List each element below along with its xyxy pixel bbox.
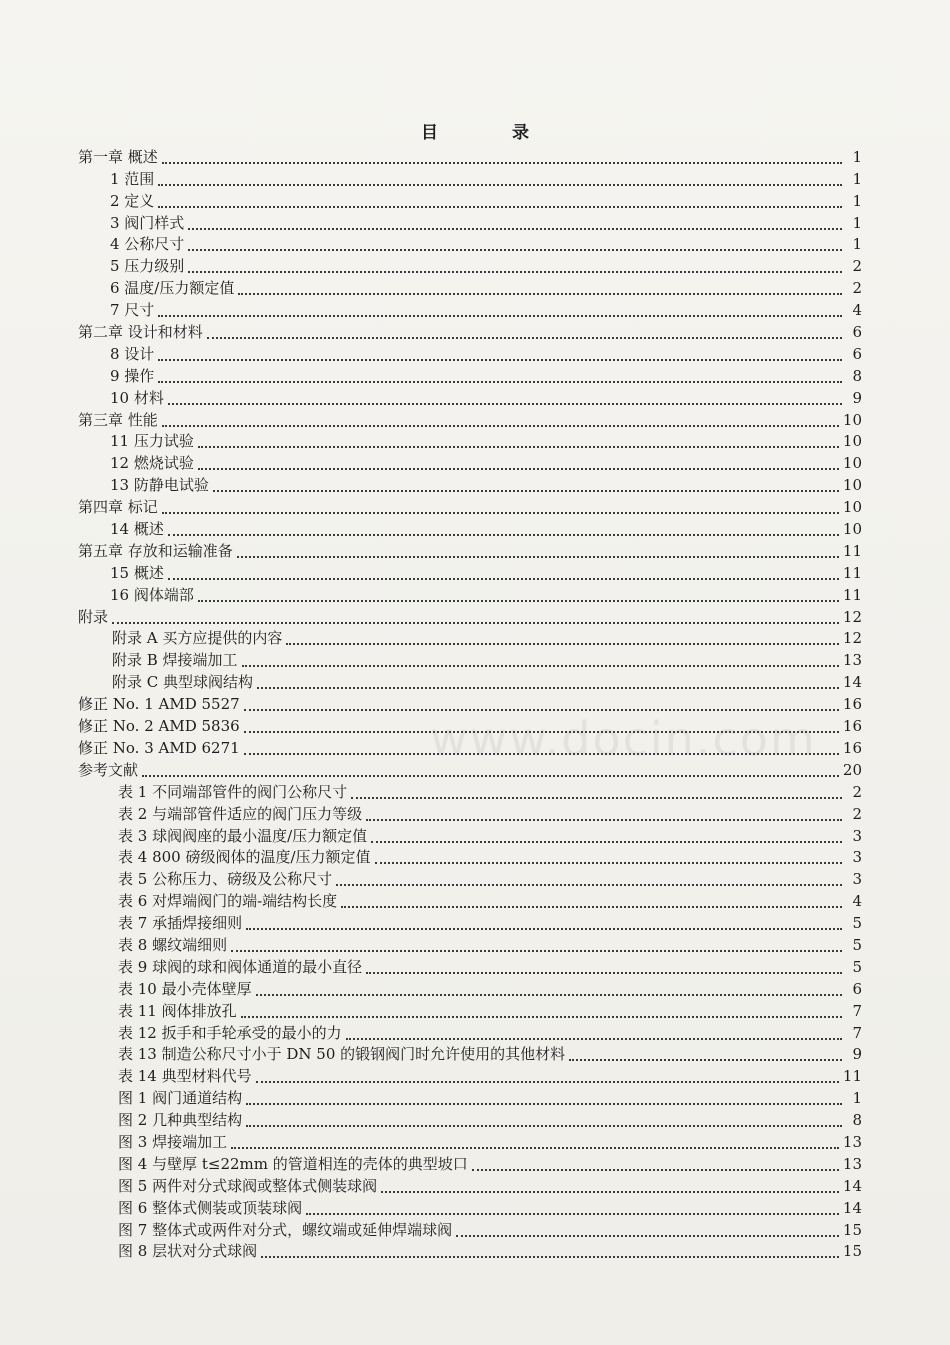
- dot-leader: [168, 387, 842, 405]
- toc-entry-label: 9 操作: [110, 366, 155, 385]
- toc-entry-page: 11: [842, 563, 862, 582]
- dot-leader: [142, 759, 839, 777]
- toc-entry: [78, 845, 862, 867]
- toc-entry-page: 4: [852, 301, 862, 320]
- toc-entry-page: 1: [852, 191, 862, 210]
- dot-leader: [351, 781, 842, 799]
- toc-entry-label: 3 阀门样式: [110, 213, 185, 232]
- toc-entry-page: 12: [842, 607, 862, 626]
- toc-entry-page: 14: [842, 673, 862, 692]
- toc-entry-page: 11: [842, 1067, 862, 1086]
- dot-leader: [198, 584, 839, 602]
- toc-entry-label: 附录: [78, 607, 109, 626]
- toc-entry: [78, 1042, 862, 1064]
- dot-leader: [256, 1065, 839, 1083]
- toc-entry: [78, 604, 862, 626]
- toc-entry-page: 10: [842, 476, 862, 495]
- toc-entry: [78, 647, 862, 669]
- toc-entry: [78, 1239, 862, 1261]
- toc-entry-label: 图 8 层状对分式球阀: [118, 1242, 258, 1261]
- toc-entry: [78, 429, 862, 451]
- toc-entry-label: 第一章 概述: [78, 147, 158, 166]
- dot-leader: [207, 321, 842, 339]
- toc-entry-page: 1: [852, 1089, 862, 1108]
- toc-entry: [78, 166, 862, 188]
- toc-entry-label: 8 设计: [110, 344, 155, 363]
- toc-entry-page: 13: [842, 1154, 862, 1173]
- toc-entry-page: 16: [842, 695, 862, 714]
- toc-entry-page: 5: [852, 935, 862, 954]
- toc-entry: [78, 253, 862, 275]
- toc-entry-label: 图 7 整体式或两件对分式，螺纹端或延伸焊端球阀: [118, 1220, 453, 1239]
- toc-entry-page: 10: [842, 498, 862, 517]
- dot-leader: [257, 671, 839, 689]
- toc-entry: [78, 932, 862, 954]
- toc-entry-page: 16: [842, 717, 862, 736]
- toc-entry: [78, 188, 862, 210]
- toc-entry-page: 3: [852, 848, 862, 867]
- dot-leader: [569, 1043, 842, 1061]
- toc-entry: [78, 385, 862, 407]
- dot-leader: [158, 365, 842, 383]
- dot-leader: [472, 1153, 839, 1171]
- toc-entry-page: 13: [842, 1132, 862, 1151]
- toc-entry-page: 3: [852, 870, 862, 889]
- dot-leader: [375, 846, 842, 864]
- toc-entry-page: 7: [852, 1001, 862, 1020]
- toc-entry: [78, 1151, 862, 1173]
- toc-entry: [78, 297, 862, 319]
- toc-entry-label: 4 公称尺寸: [110, 235, 185, 254]
- toc-entry-page: 1: [852, 235, 862, 254]
- dot-leader: [261, 1240, 839, 1258]
- toc-entry: [78, 823, 862, 845]
- toc-entry-page: 15: [842, 1220, 862, 1239]
- dot-leader: [286, 627, 839, 645]
- toc-entry-label: 12 燃烧试验: [110, 454, 194, 473]
- toc-entry-page: 20: [842, 760, 862, 779]
- toc-entry-page: 10: [842, 432, 862, 451]
- watermark: www.docin.com: [430, 712, 817, 766]
- dot-leader: [158, 299, 842, 317]
- dot-leader: [366, 956, 842, 974]
- toc-entry: [78, 494, 862, 516]
- toc-entry: [78, 1063, 862, 1085]
- toc-entry-page: 9: [852, 1045, 862, 1064]
- toc-entry-page: 9: [852, 388, 862, 407]
- toc-entry-label: 2 定义: [110, 191, 155, 210]
- toc-entry-page: 3: [852, 826, 862, 845]
- toc-entry: [78, 910, 862, 932]
- toc-entry: [78, 1195, 862, 1217]
- toc-entry-page: 8: [852, 1111, 862, 1130]
- toc-entry-label: 图 1 阀门通道结构: [118, 1089, 243, 1108]
- toc-entry-page: 11: [842, 541, 862, 560]
- dot-leader: [188, 233, 842, 251]
- dot-leader: [336, 868, 842, 886]
- dot-leader: [168, 518, 839, 536]
- toc-entry: [78, 1107, 862, 1129]
- toc-entry: [78, 560, 862, 582]
- toc-entry: [78, 1173, 862, 1195]
- toc-entry: [78, 144, 862, 166]
- toc-entry-page: 10: [842, 454, 862, 473]
- toc-entry-label: 14 概述: [110, 520, 164, 539]
- toc-entry-label: 图 4 与壁厚 t≤22mm 的管道相连的壳体的典型坡口: [118, 1154, 468, 1173]
- toc-entry: [78, 232, 862, 254]
- toc-entry: [78, 1085, 862, 1107]
- toc-entry-label: 第五章 存放和运输准备: [78, 541, 233, 560]
- toc-entry: [78, 888, 862, 910]
- dot-leader: [244, 693, 839, 711]
- toc-entry-label: 表 8 螺纹端细则: [118, 935, 228, 954]
- toc-entry: [78, 407, 862, 429]
- toc-entry-label: 13 防静电试验: [110, 476, 209, 495]
- toc-entry-page: 1: [852, 213, 862, 232]
- toc-entry: [78, 691, 862, 713]
- toc-entry-label: 图 5 两件对分式球阀或整体式侧装球阀: [118, 1176, 378, 1195]
- toc-entry-label: 第二章 设计和材料: [78, 323, 203, 342]
- toc-entry-label: 附录 B 焊接端加工: [112, 651, 238, 670]
- dot-leader: [246, 1109, 842, 1127]
- toc-entry: [78, 976, 862, 998]
- toc-entry-page: 10: [842, 410, 862, 429]
- toc-entry-label: 表 14 典型材料代号: [118, 1067, 252, 1086]
- toc-entry-label: 表 4 800 磅级阀体的温度/压力额定值: [118, 848, 371, 867]
- toc-entry-page: 16: [842, 738, 862, 757]
- toc-entry-page: 14: [842, 1176, 862, 1195]
- toc-entry-label: 表 11 阀体排放孔: [118, 1001, 237, 1020]
- toc-entry-label: 修正 No. 3 AMD 6271: [78, 738, 240, 757]
- toc-entry-page: 6: [852, 323, 862, 342]
- toc-entry-label: 5 压力级别: [110, 257, 185, 276]
- toc-entry: [78, 757, 862, 779]
- toc-entry: [78, 735, 862, 757]
- toc-entry: [78, 669, 862, 691]
- dot-leader: [213, 474, 839, 492]
- toc-entry-label: 图 6 整体式侧装或顶装球阀: [118, 1198, 303, 1217]
- toc-entry-page: 1: [852, 147, 862, 166]
- dot-leader: [244, 737, 839, 755]
- page-title: 目 录: [421, 123, 563, 143]
- toc-entry: [78, 275, 862, 297]
- dot-leader: [168, 562, 839, 580]
- dot-leader: [371, 825, 842, 843]
- toc-entry-page: 2: [852, 279, 862, 298]
- dot-leader: [306, 1197, 839, 1215]
- toc-entry-label: 表 12 扳手和手轮承受的最小的力: [118, 1023, 342, 1042]
- toc-entry-page: 4: [852, 892, 862, 911]
- dot-leader: [381, 1175, 839, 1193]
- toc-entry: [78, 1217, 862, 1239]
- toc-entry-label: 附录 C 典型球阀结构: [112, 673, 254, 692]
- toc-entry-page: 5: [852, 957, 862, 976]
- toc-entry-label: 表 13 制造公称尺寸小于 DN 50 的锻钢阀门时允许使用的其他材料: [118, 1045, 566, 1064]
- dot-leader: [244, 715, 839, 733]
- dot-leader: [188, 212, 842, 230]
- toc-entry: [78, 319, 862, 341]
- toc-entry-label: 11 压力试验: [110, 432, 194, 451]
- dot-leader: [238, 277, 842, 295]
- toc-entry-label: 修正 No. 1 AMD 5527: [78, 695, 240, 714]
- toc-entry-page: 15: [842, 1242, 862, 1261]
- toc-entry-page: 1: [852, 169, 862, 188]
- toc-entry-label: 修正 No. 2 AMD 5836: [78, 717, 240, 736]
- toc-entry-label: 表 2 与端部管件适应的阀门压力等级: [118, 804, 363, 823]
- toc-entry-page: 14: [842, 1198, 862, 1217]
- toc-entry: [78, 538, 862, 560]
- toc-entry-label: 附录 A 买方应提供的内容: [112, 629, 283, 648]
- dot-leader: [246, 1087, 842, 1105]
- toc-entry-label: 1 范围: [110, 169, 155, 188]
- toc-entry: [78, 801, 862, 823]
- dot-leader: [162, 496, 839, 514]
- dot-leader: [366, 803, 842, 821]
- toc-entry-page: 6: [852, 344, 862, 363]
- dot-leader: [158, 343, 842, 361]
- toc-entry: [78, 1020, 862, 1042]
- toc-entry-label: 6 温度/压力额定值: [110, 279, 235, 298]
- dot-leader: [341, 890, 842, 908]
- toc-entry-page: 8: [852, 366, 862, 385]
- toc-entry-page: 2: [852, 782, 862, 801]
- toc-entry: [78, 450, 862, 472]
- toc-entry: [78, 516, 862, 538]
- toc-entry: [78, 472, 862, 494]
- toc-entry-page: 2: [852, 804, 862, 823]
- dot-leader: [188, 255, 842, 273]
- dot-leader: [237, 540, 839, 558]
- toc-entry: [78, 779, 862, 801]
- toc-entry: [78, 1129, 862, 1151]
- toc-entry-page: 13: [842, 651, 862, 670]
- toc-entry-label: 参考文献: [78, 760, 139, 779]
- dot-leader: [246, 912, 842, 930]
- toc-entry: [78, 582, 862, 604]
- dot-leader: [241, 1000, 842, 1018]
- toc-entry: [78, 341, 862, 363]
- dot-leader: [162, 146, 842, 164]
- toc-entry-label: 10 材料: [110, 388, 164, 407]
- dot-leader: [158, 190, 842, 208]
- toc-entry-label: 图 3 焊接端加工: [118, 1132, 228, 1151]
- toc-entry-label: 表 1 不同端部管件的阀门公称尺寸: [118, 782, 348, 801]
- toc-entry: [78, 363, 862, 385]
- toc-entry-label: 第四章 标记: [78, 498, 158, 517]
- toc-entry-label: 表 9 球阀的球和阀体通道的最小直径: [118, 957, 363, 976]
- toc-entry: [78, 954, 862, 976]
- toc-entry-page: 2: [852, 257, 862, 276]
- dot-leader: [158, 168, 842, 186]
- toc-entry-label: 表 10 最小壳体壁厚: [118, 979, 252, 998]
- dot-leader: [242, 649, 839, 667]
- toc-entry-label: 图 2 几种典型结构: [118, 1111, 243, 1130]
- table-of-contents: [78, 144, 862, 1260]
- toc-entry: [78, 713, 862, 735]
- toc-entry: [78, 866, 862, 888]
- dot-leader: [256, 978, 842, 996]
- toc-entry-label: 表 6 对焊端阀门的端-端结构长度: [118, 892, 338, 911]
- toc-entry-page: 12: [842, 629, 862, 648]
- toc-entry-label: 第三章 性能: [78, 410, 158, 429]
- toc-entry-page: 10: [842, 520, 862, 539]
- toc-entry: [78, 998, 862, 1020]
- toc-entry-label: 16 阀体端部: [110, 585, 194, 604]
- dot-leader: [456, 1219, 839, 1237]
- dot-leader: [198, 452, 839, 470]
- toc-entry: [78, 626, 862, 648]
- dot-leader: [231, 1131, 839, 1149]
- toc-entry-label: 表 7 承插焊接细则: [118, 914, 243, 933]
- toc-entry-label: 表 3 球阀阀座的最小温度/压力额定值: [118, 826, 368, 845]
- toc-entry: [78, 210, 862, 232]
- toc-entry-page: 5: [852, 914, 862, 933]
- toc-entry-label: 15 概述: [110, 563, 164, 582]
- toc-entry-label: 7 尺寸: [110, 301, 155, 320]
- toc-entry-page: 7: [852, 1023, 862, 1042]
- toc-entry-label: 表 5 公称压力、磅级及公称尺寸: [118, 870, 333, 889]
- dot-leader: [346, 1022, 842, 1040]
- dot-leader: [162, 409, 839, 427]
- toc-entry-page: 11: [842, 585, 862, 604]
- dot-leader: [112, 606, 839, 624]
- dot-leader: [198, 430, 839, 448]
- dot-leader: [231, 934, 842, 952]
- toc-entry-page: 6: [852, 979, 862, 998]
